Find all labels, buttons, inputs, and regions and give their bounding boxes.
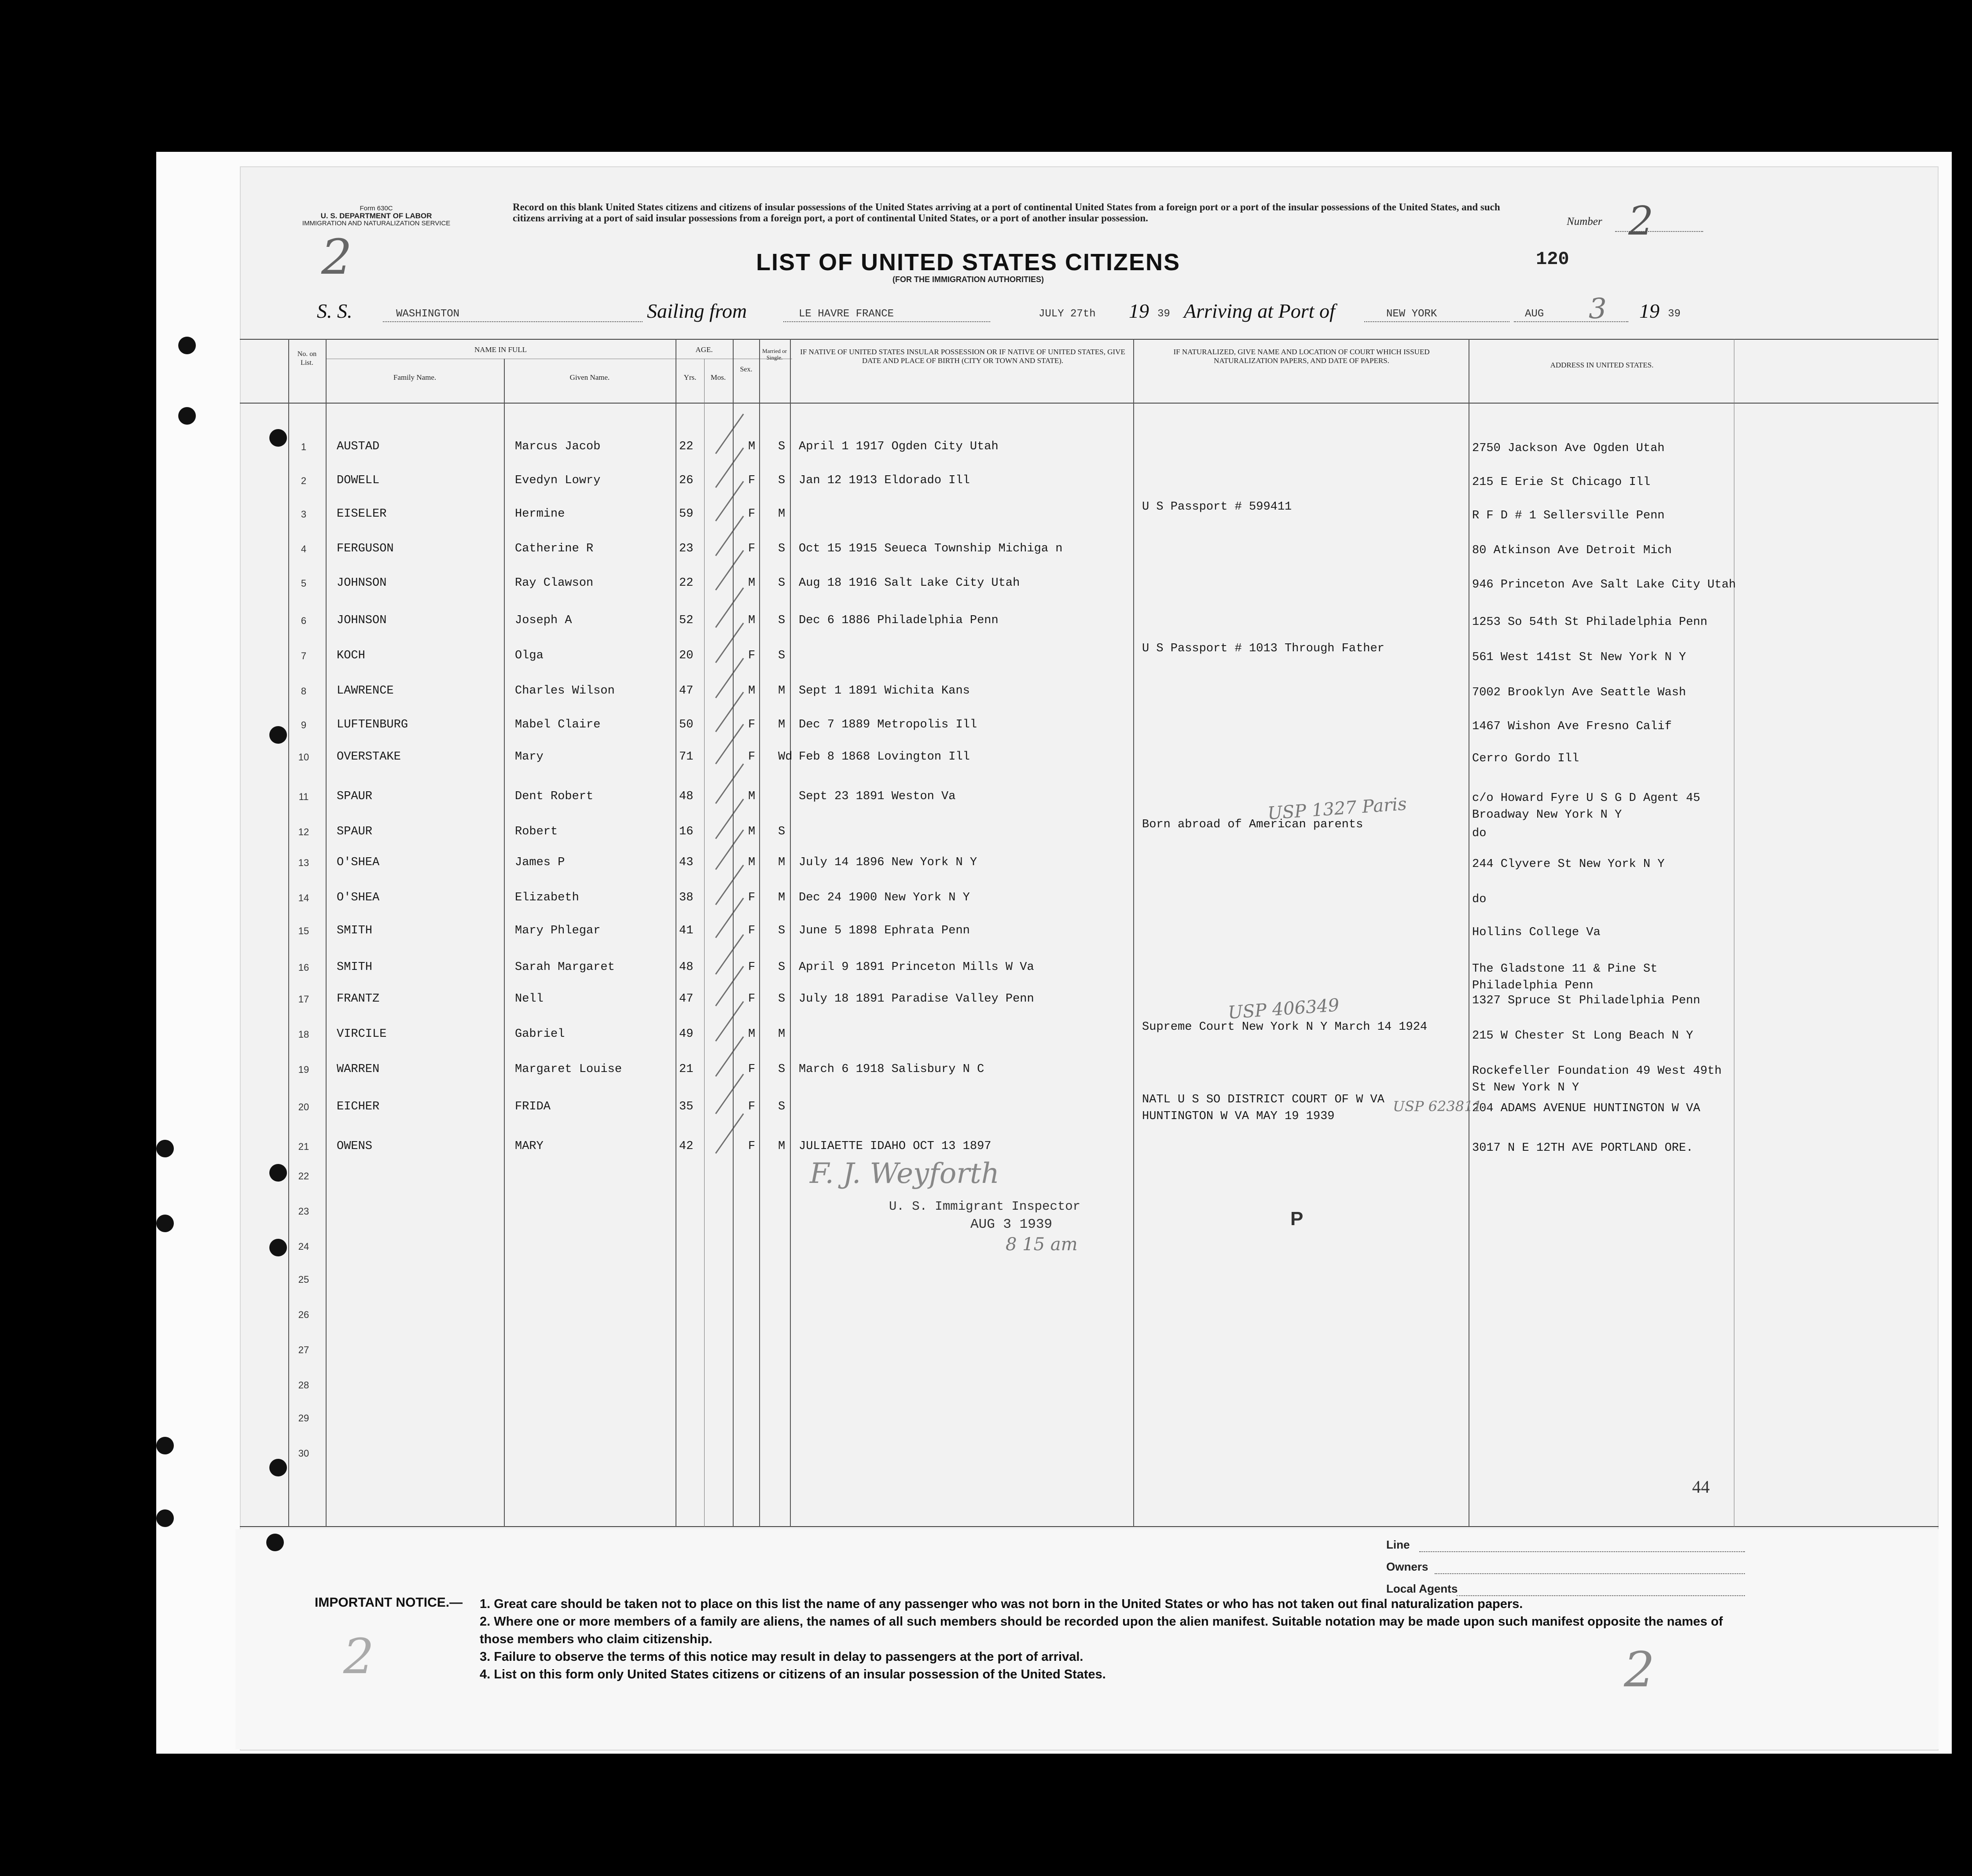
col-header-family: Family Name. [393, 373, 437, 382]
row-given: Evedyn Lowry [515, 474, 601, 487]
col-divider [704, 359, 705, 1527]
row-no: 29 [298, 1413, 309, 1424]
row-family: EISELER [337, 507, 387, 521]
row-addr: Rockefeller Foundation 49 West 49th St New York N Y [1472, 1065, 1722, 1094]
col-divider [759, 339, 760, 1527]
row-birth: April 1 1917 Ogden City Utah [799, 440, 999, 453]
row-given: Robert [515, 825, 558, 838]
row-given: Mabel Claire [515, 718, 601, 731]
row-no: 19 [298, 1064, 309, 1075]
row-addr: 946 Princeton Ave Salt Lake City Utah [1472, 578, 1736, 591]
row-family: DOWELL [337, 474, 380, 487]
row-ms: M [778, 507, 786, 521]
row-yrs: 43 [679, 856, 694, 869]
row-ms: S [778, 614, 786, 627]
arrival-month: AUG [1525, 308, 1544, 320]
notice-label: IMPORTANT NOTICE.— [315, 1595, 463, 1610]
col-divider [288, 339, 289, 1527]
col-header-mos: Mos. [710, 373, 726, 382]
row-yrs: 47 [679, 684, 694, 698]
punch-hole [156, 1509, 174, 1527]
row-family: FERGUSON [337, 542, 394, 555]
inspector-title: U. S. Immigrant Inspector [889, 1199, 1081, 1214]
header-bottom-rule [240, 403, 1939, 404]
row-given: FRIDA [515, 1100, 551, 1113]
owners-label: Owners [1386, 1560, 1429, 1573]
row-given: Mary [515, 750, 543, 764]
row-no: 8 [301, 686, 307, 697]
row-sex: F [748, 542, 756, 555]
row-no: 27 [298, 1344, 309, 1355]
row-sex: F [748, 961, 756, 974]
row-sex: M [748, 614, 756, 627]
page-number: 44 [1692, 1477, 1710, 1497]
notice-item: 1. Great care should be taken not to place on this list the name of any passenger who was not born in the United States or who has not taken out final naturalization papers. [480, 1597, 1523, 1611]
notice-item: 4. List on this form only United States citizens or citizens of an insular possession of the United States. [480, 1667, 1106, 1681]
row-nat: U S Passport # 599411 [1142, 500, 1292, 514]
row-given: Sarah Margaret [515, 961, 615, 974]
row-birth: Dec 7 1889 Metropolis Ill [799, 718, 977, 731]
col-divider [504, 359, 505, 1527]
row-given: Joseph A [515, 614, 572, 627]
row-sex: F [748, 718, 756, 731]
row-ms: S [778, 649, 786, 662]
punch-hole [156, 1215, 174, 1232]
row-no: 10 [298, 752, 309, 763]
row-addr: 561 West 141st St New York N Y [1472, 651, 1686, 664]
row-no: 6 [301, 615, 307, 626]
row-given: Marcus Jacob [515, 440, 601, 453]
row-given: Catherine R [515, 542, 594, 555]
row-birth: Dec 24 1900 New York N Y [799, 891, 970, 904]
col-header-name: NAME IN FULL [474, 345, 527, 354]
row-given: Gabriel [515, 1028, 565, 1041]
row-sex: F [748, 507, 756, 521]
arrival-year-prefix: 19 [1639, 300, 1660, 322]
row-sex: F [748, 1140, 756, 1153]
list-number: 2 [1628, 198, 1654, 244]
row-no: 16 [298, 962, 309, 973]
row-family: SPAUR [337, 825, 373, 838]
arrival-day: 3 [1589, 293, 1607, 325]
page-subtitle: (FOR THE IMMIGRATION AUTHORITIES) [892, 275, 1044, 284]
row-ms: M [778, 891, 786, 904]
row-addr: 244 Clyvere St New York N Y [1472, 858, 1665, 871]
row-family: LUFTENBURG [337, 718, 408, 731]
row-birth: Feb 8 1868 Lovington Ill [799, 750, 970, 764]
row-yrs: 41 [679, 924, 694, 937]
sail-year: 39 [1157, 308, 1170, 320]
row-no: 9 [301, 720, 307, 731]
row-sex: F [748, 649, 756, 662]
row-family: JOHNSON [337, 614, 387, 627]
row-yrs: 52 [679, 614, 694, 627]
row-sex: F [748, 891, 756, 904]
row-family: VIRCILE [337, 1028, 387, 1041]
arrival-year: 39 [1668, 308, 1681, 320]
row-yrs: 26 [679, 474, 694, 487]
letter-mark: P [1290, 1208, 1304, 1230]
sailing-from-label: Sailing from [647, 300, 747, 322]
punch-hole [178, 407, 196, 425]
row-yrs: 21 [679, 1063, 694, 1076]
row-yrs: 59 [679, 507, 694, 521]
row-no: 2 [301, 475, 307, 486]
row-birth: Sept 1 1891 Wichita Kans [799, 684, 970, 698]
sail-year-prefix: 19 [1129, 300, 1149, 322]
row-birth: Dec 6 1886 Philadelphia Penn [799, 614, 999, 627]
row-ms: M [778, 684, 786, 698]
row-nat: NATL U S SO DISTRICT COURT OF W VA HUNTINGTON W VA MAY 19 1939 [1142, 1093, 1384, 1123]
row-ms: S [778, 961, 786, 974]
row-family: AUSTAD [337, 440, 380, 453]
table-top-rule [240, 339, 1939, 340]
row-family: O'SHEA [337, 856, 380, 869]
row-no: 15 [298, 925, 309, 936]
row-given: MARY [515, 1140, 543, 1153]
punch-hole [269, 1239, 287, 1256]
department-name: U. S. DEPARTMENT OF LABOR [320, 212, 432, 220]
inspector-signature: F. J. Weyforth [810, 1157, 999, 1190]
row-sex: M [748, 856, 756, 869]
row-family: FRANTZ [337, 992, 380, 1006]
punch-hole [269, 1164, 287, 1182]
row-family: OVERSTAKE [337, 750, 401, 764]
row-ms: S [778, 924, 786, 937]
page-title: LIST OF UNITED STATES CITIZENS [756, 249, 1180, 275]
row-no: 4 [301, 543, 307, 554]
row-no: 11 [298, 791, 309, 802]
row-addr: 80 Atkinson Ave Detroit Mich [1472, 544, 1672, 557]
row-no: 26 [298, 1309, 309, 1320]
row-addr: The Gladstone 11 & Pine St Philadelphia Penn [1472, 962, 1658, 992]
row-no: 22 [298, 1171, 309, 1182]
passport-annotation: USP 406349 [1227, 995, 1340, 1023]
row-sex: M [748, 440, 756, 453]
handwritten-mark-left: 2 [343, 1628, 374, 1685]
row-yrs: 42 [679, 1140, 694, 1153]
row-sex: M [748, 684, 756, 698]
row-addr: 215 W Chester St Long Beach N Y [1472, 1029, 1693, 1043]
col-header-married: Married or Single. [762, 348, 787, 361]
row-nat: Supreme Court New York N Y March 14 1924 [1142, 1021, 1428, 1034]
row-family: JOHNSON [337, 576, 387, 590]
row-given: Nell [515, 992, 543, 1006]
punch-hole [269, 429, 287, 447]
row-given: James P [515, 856, 565, 869]
row-family: EICHER [337, 1100, 380, 1113]
handwritten-page-mark: 2 [321, 229, 352, 285]
row-no: 5 [301, 578, 307, 589]
row-birth: Sept 23 1891 Weston Va [799, 790, 956, 803]
line-label: Line [1386, 1538, 1410, 1551]
row-yrs: 23 [679, 542, 694, 555]
row-given: Olga [515, 649, 543, 662]
row-family: SPAUR [337, 790, 373, 803]
row-no: 7 [301, 650, 307, 661]
notice-item: 3. Failure to observe the terms of this notice may result in delay to passengers at the port of arrival. [480, 1650, 1083, 1664]
row-given: Mary Phlegar [515, 924, 601, 937]
col-divider [733, 339, 734, 1527]
row-ms: M [778, 1028, 786, 1041]
row-addr: do [1472, 827, 1487, 840]
row-given: Elizabeth [515, 891, 579, 904]
row-addr: 1253 So 54th St Philadelphia Penn [1472, 616, 1708, 629]
row-ms: M [778, 718, 786, 731]
manifest-sheet [240, 166, 1939, 1751]
stamp-number: 120 [1536, 249, 1569, 270]
row-addr: 204 ADAMS AVENUE HUNTINGTON W VA [1472, 1102, 1700, 1115]
row-family: WARREN [337, 1063, 380, 1076]
sailing-port: LE HAVRE FRANCE [799, 308, 894, 320]
row-given: Charles Wilson [515, 684, 615, 698]
row-addr: Cerro Gordo Ill [1472, 752, 1579, 765]
row-nat: Born abroad of American parents [1142, 818, 1363, 831]
row-ms: S [778, 542, 786, 555]
row-ms: S [778, 992, 786, 1006]
row-family: OWENS [337, 1140, 373, 1153]
row-addr: 3017 N E 12TH AVE PORTLAND ORE. [1472, 1142, 1693, 1155]
row-sex: M [748, 790, 756, 803]
row-no: 3 [301, 509, 307, 520]
col-header-age: AGE. [695, 345, 713, 354]
table-bottom-rule [240, 1526, 1939, 1527]
row-yrs: 50 [679, 718, 694, 731]
row-yrs: 22 [679, 440, 694, 453]
arriving-label: Arriving at Port of [1184, 300, 1335, 322]
row-birth: July 14 1896 New York N Y [799, 856, 977, 869]
row-no: 23 [298, 1206, 309, 1217]
row-ms: M [778, 856, 786, 869]
row-yrs: 48 [679, 961, 694, 974]
row-no: 17 [298, 994, 309, 1005]
row-yrs: 71 [679, 750, 694, 764]
row-birth: Aug 18 1916 Salt Lake City Utah [799, 576, 1020, 590]
row-given: Dent Robert [515, 790, 594, 803]
row-yrs: 49 [679, 1028, 694, 1041]
row-ms: S [778, 576, 786, 590]
col-header-birth: IF NATIVE OF UNITED STATES INSULAR POSSESSION OR IF NATIVE OF UNITED STATES, GIVE DATE AND PLACE OF BIRTH (CITY OR TOWN AND STATE). [800, 348, 1125, 365]
col-header-naturalized: IF NATURALIZED, GIVE NAME AND LOCATION OF COURT WHICH ISSUED NATURALIZATION PAPERS, AND DATE OF PAPERS. [1173, 348, 1430, 365]
row-ms: M [778, 1140, 786, 1153]
row-no: 1 [301, 441, 307, 452]
row-no: 21 [298, 1141, 309, 1152]
row-no: 12 [298, 826, 309, 837]
row-yrs: 20 [679, 649, 694, 662]
col-header-sex: Sex. [740, 366, 753, 373]
row-no: 28 [298, 1380, 309, 1391]
row-family: O'SHEA [337, 891, 380, 904]
row-sex: F [748, 1100, 756, 1113]
row-ms: S [778, 474, 786, 487]
row-yrs: 22 [679, 576, 694, 590]
punch-hole [269, 726, 287, 744]
row-family: SMITH [337, 961, 373, 974]
row-family: LAWRENCE [337, 684, 394, 698]
row-yrs: 47 [679, 992, 694, 1006]
sailing-date: JULY 27th [1039, 308, 1096, 320]
row-birth: April 9 1891 Princeton Mills W Va [799, 961, 1034, 974]
row-ms: S [778, 1100, 786, 1113]
col-header-address: ADDRESS IN UNITED STATES. [1550, 361, 1654, 369]
arrival-port: NEW YORK [1386, 308, 1437, 320]
row-no: 20 [298, 1101, 309, 1112]
row-given: Margaret Louise [515, 1063, 622, 1076]
row-ms: S [778, 440, 786, 453]
row-addr: R F D # 1 Sellersville Penn [1472, 509, 1665, 522]
row-yrs: 16 [679, 825, 694, 838]
row-birth: Jan 12 1913 Eldorado Ill [799, 474, 970, 487]
col-divider [326, 339, 327, 1527]
row-family: KOCH [337, 649, 365, 662]
punch-hole [156, 1437, 174, 1454]
row-yrs: 35 [679, 1100, 694, 1113]
row-given: Ray Clawson [515, 576, 594, 590]
number-label: Number [1567, 216, 1602, 228]
punch-hole [269, 1459, 287, 1476]
ss-label: S. S. [317, 300, 353, 322]
row-addr: 1467 Wishon Ave Fresno Calif [1472, 720, 1672, 733]
col-divider [1133, 339, 1134, 1527]
row-addr: 215 E Erie St Chicago Ill [1472, 476, 1651, 489]
row-birth: July 18 1891 Paradise Valley Penn [799, 992, 1034, 1006]
form-number: Form 630C [360, 205, 393, 212]
row-addr: Hollins College Va [1472, 926, 1601, 939]
inspection-date-stamp: AUG 3 1939 [970, 1217, 1053, 1232]
col-header-no: No. on List. [297, 350, 317, 367]
row-birth: JULIAETTE IDAHO OCT 13 1897 [799, 1140, 992, 1153]
ship-name: WASHINGTON [396, 308, 460, 320]
handwritten-mark-right: 2 [1624, 1641, 1655, 1698]
row-birth: June 5 1898 Ephrata Penn [799, 924, 970, 937]
row-ms: Wd [778, 750, 793, 764]
row-addr: c/o Howard Fyre U S G D Agent 45 Broadway New York N Y [1472, 792, 1700, 822]
col-divider [790, 339, 791, 1527]
row-addr: do [1472, 893, 1487, 906]
row-sex: F [748, 750, 756, 764]
row-no: 13 [298, 857, 309, 868]
row-sex: F [748, 474, 756, 487]
row-no: 30 [298, 1448, 309, 1459]
row-sex: F [748, 1063, 756, 1076]
row-family: SMITH [337, 924, 373, 937]
row-yrs: 38 [679, 891, 694, 904]
row-nat: U S Passport # 1013 Through Father [1142, 642, 1384, 655]
row-addr: 2750 Jackson Ave Ogden Utah [1472, 442, 1665, 455]
row-ms: S [778, 825, 786, 838]
row-sex: M [748, 825, 756, 838]
row-no: 25 [298, 1274, 309, 1285]
time-annotation: 8 15 am [1006, 1234, 1078, 1255]
service-name: IMMIGRATION AND NATURALIZATION SERVICE [302, 220, 451, 227]
row-addr: 1327 Spruce St Philadelphia Penn [1472, 994, 1700, 1007]
punch-hole [178, 337, 196, 354]
row-no: 18 [298, 1029, 309, 1040]
row-no: 24 [298, 1241, 309, 1252]
passport-annotation: USP 1327 Paris [1267, 794, 1407, 824]
punch-hole [156, 1140, 174, 1157]
row-sex: M [748, 576, 756, 590]
notice-item: 2. Where one or more members of a family are aliens, the names of all such members should be recorded upon the alien manifest. Suitable notation may be made upon such manifest opposite the names of those members who claim citizenship. [480, 1615, 1723, 1646]
row-sex: F [748, 992, 756, 1006]
row-birth: Oct 15 1915 Seueca Township Michiga n [799, 542, 1063, 555]
row-no: 14 [298, 892, 309, 903]
punch-hole [266, 1534, 284, 1551]
notice-list [480, 1595, 1756, 1683]
row-addr: 7002 Brooklyn Ave Seattle Wash [1472, 686, 1686, 699]
local-agents-label: Local Agents [1386, 1582, 1458, 1595]
row-sex: F [748, 924, 756, 937]
passport-annotation: USP 623811 [1393, 1098, 1482, 1115]
col-header-yrs: Yrs. [683, 373, 697, 382]
col-header-given: Given Name. [569, 373, 610, 382]
row-yrs: 48 [679, 790, 694, 803]
row-birth: March 6 1918 Salisbury N C [799, 1063, 984, 1076]
row-ms: S [778, 1063, 786, 1076]
record-instructions: Record on this blank United States citizens and citizens of insular possessions of the United States arriving at a port of continental United States from a foreign port or a port of the insular possessions of the United States, and such citizens arriving at a port of said insular possessions from a foreign port, a port of continental United States, or a port of another insular possession. [513, 202, 1500, 224]
row-sex: M [748, 1028, 756, 1041]
form-block [282, 205, 471, 227]
row-given: Hermine [515, 507, 565, 521]
